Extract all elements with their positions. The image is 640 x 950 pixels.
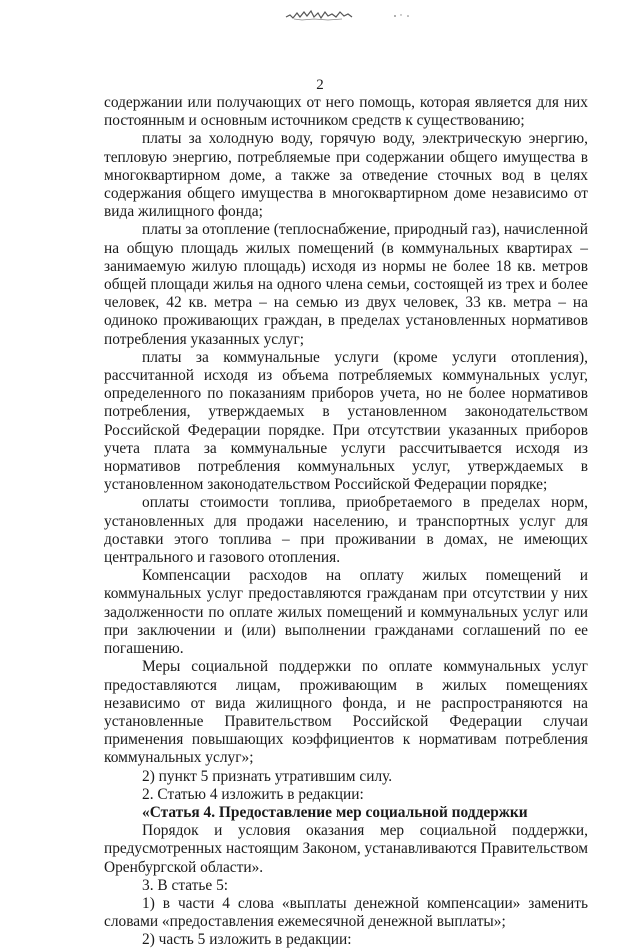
paragraph: 1) в части 4 слова «выплаты денежной компенсации» заменить словами «предоставления ежемесячной денежной выплаты»;: [104, 894, 588, 931]
page-number: 2: [316, 77, 324, 93]
paragraph: 2) часть 5 изложить в редакции:: [142, 931, 352, 949]
scan-artifact: [284, 8, 354, 22]
paragraph: Компенсации расходов на оплату жилых помещений и коммунальных услуг предоставляются гражданам при отсутствии у них задолженности по оплате жилых помещений и коммунальных услуг или при заключении и (или) выполнении гражданами соглашений по ее погашению.: [104, 567, 588, 658]
scan-artifact-small: [392, 10, 412, 20]
paragraph: платы за коммунальные услуги (кроме услуги отопления), рассчитанной исходя из объема потребляемых коммунальных услуг, определенного по показаниям приборов учета, но не более нормативов потребления, утверждаемых в установленном законодательством Российской Федерации порядке. При отсутствии указанных приборов учета плата за коммунальные услуги рассчитывается исходя из нормативов потребления коммунальных услуг, утверждаемых в установленном законодательством Российской Федерации порядке;: [104, 348, 588, 494]
paragraph: 3. В статье 5:: [142, 876, 229, 894]
paragraph: содержании или получающих от него помощь, которая является для них постоянным и основным источником средств к существованию;: [104, 94, 588, 130]
document-body: [104, 94, 588, 950]
article-heading: «Статья 4. Предоставление мер социальной поддержки: [142, 803, 528, 821]
paragraph: платы за отопление (теплоснабжение, природный газ), начисленной на общую площадь жилых помещений (в коммунальных квартирах – занимаемую жилую площадь) исходя из нормы не более 18 кв. метров общей площади жилья на одного члена семьи, состоящей из трех и более человек, 42 кв. метра – на семью из двух человек, 33 кв. метра – на одиноко проживающих граждан, в пределах установленных нормативов потребления указанных услуг;: [104, 221, 588, 348]
paragraph: Меры социальной поддержки по оплате коммунальных услуг предоставляются лицам, проживающим в жилых помещениях независимо от вида жилищного фонда, и не распространяются на установленные Правительством Российской Федерации случаи применения повышающих коэффициентов к нормативам потребления коммунальных услуг»;: [104, 658, 588, 767]
paragraph: 2. Статью 4 изложить в редакции:: [142, 785, 364, 803]
paragraph: Порядок и условия оказания мер социальной поддержки, предусмотренных настоящим Законом, устанавливаются Правительством Оренбургской области».: [104, 822, 588, 876]
paragraph: оплаты стоимости топлива, приобретаемого в пределах норм, установленных для продажи населению, и транспортных услуг для доставки этого топлива – при проживании в домах, не имеющих центрального и газового отопления.: [104, 494, 588, 567]
paragraph: платы за холодную воду, горячую воду, электрическую энергию, тепловую энергию, потребляемые при содержании общего имущества в многоквартирном доме, а также за отведение сточных вод в целях содержания общего имущества в многоквартирном доме независимо от вида жилищного фонда;: [104, 130, 588, 221]
paragraph: 2) пункт 5 признать утратившим силу.: [142, 767, 393, 785]
